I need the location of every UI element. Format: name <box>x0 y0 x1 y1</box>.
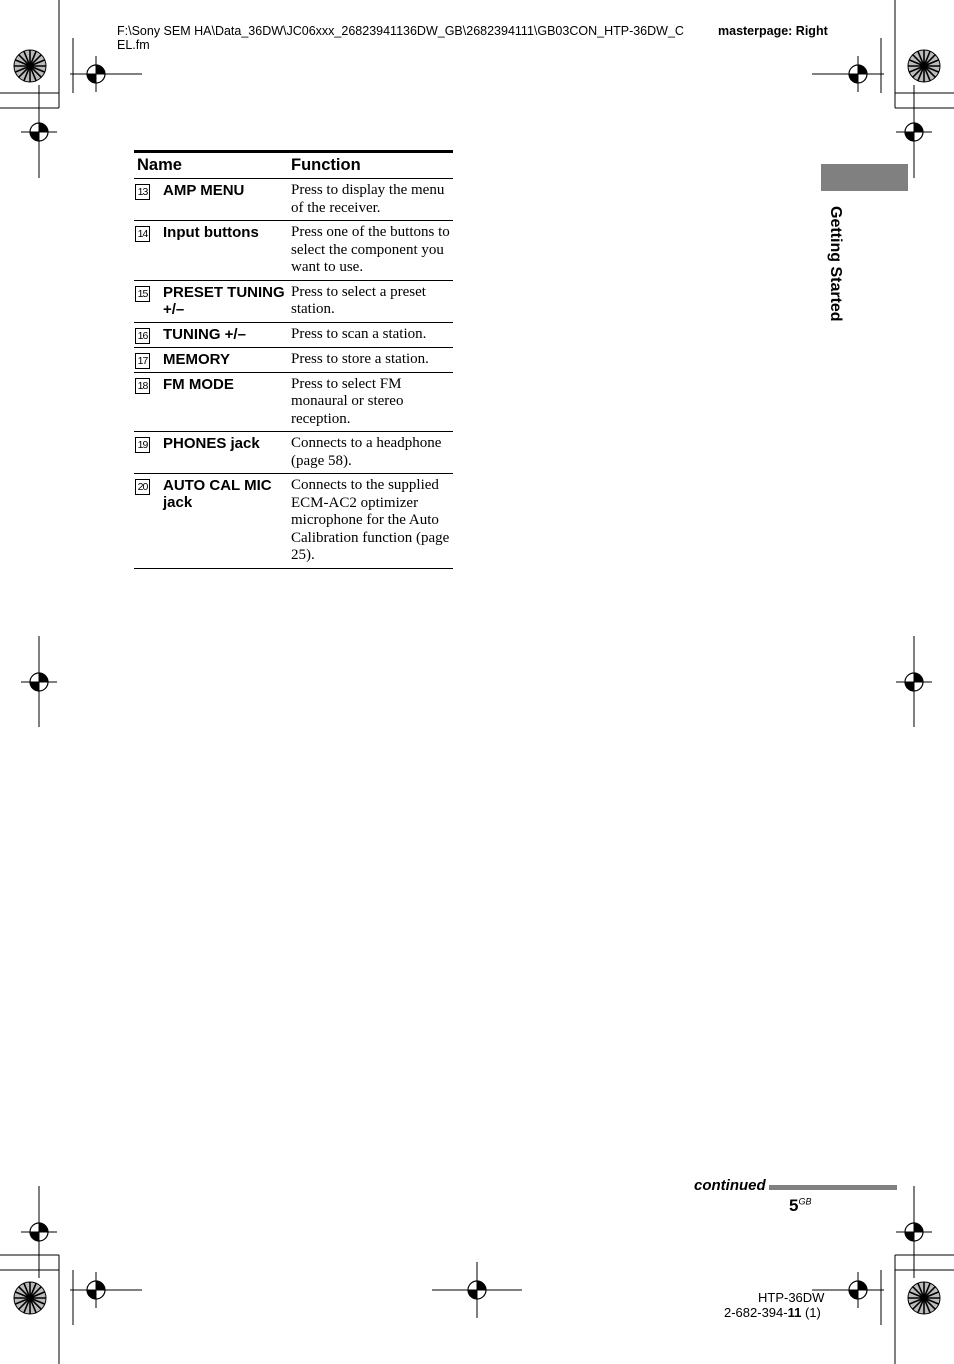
row-name: AUTO CAL MIC jack <box>163 474 290 569</box>
table-header-row <box>134 152 453 179</box>
row-function: Press to display the menu of the receiver. <box>290 179 453 221</box>
table-row <box>134 474 453 569</box>
row-function: Press to scan a station. <box>290 322 453 347</box>
part-number: 2-682-394-11 (1) <box>724 1305 821 1320</box>
page-number: $5^{GB}$ <box>789 1196 812 1215</box>
row-number: 20 <box>134 474 163 569</box>
row-number: 18 <box>134 372 163 432</box>
row-name: TUNING +/– <box>163 322 290 347</box>
table-row <box>134 179 453 221</box>
row-number: 15 <box>134 280 163 322</box>
continued-label: continued <box>694 1177 766 1194</box>
row-name: MEMORY <box>163 347 290 372</box>
column-header-name: Name <box>134 152 290 179</box>
row-function: Press to store a station. <box>290 347 453 372</box>
table-row <box>134 280 453 322</box>
continued-bar <box>769 1185 897 1190</box>
row-name: AMP MENU <box>163 179 290 221</box>
function-table <box>134 150 453 569</box>
row-number: 13 <box>134 179 163 221</box>
row-name: Input buttons <box>163 221 290 281</box>
file-path: F:\Sony SEM HA\Data_36DW\JC06xxx_26823941136DW_GB\2682394111\GB03CON_HTP-36DW_CEL.fm <box>117 24 684 52</box>
row-number: 14 <box>134 221 163 281</box>
row-function: Connects to the supplied ECM-AC2 optimizer microphone for the Auto Calibration function (page 25). <box>290 474 453 569</box>
row-name: PHONES jack <box>163 432 290 474</box>
table-row <box>134 372 453 432</box>
table-row <box>134 432 453 474</box>
table-row <box>134 322 453 347</box>
row-number: 17 <box>134 347 163 372</box>
row-function: Press to select a preset station. <box>290 280 453 322</box>
row-number: 16 <box>134 322 163 347</box>
row-name: PRESET TUNING +/– <box>163 280 290 322</box>
row-function: Press one of the buttons to select the component you want to use. <box>290 221 453 281</box>
row-number: 19 <box>134 432 163 474</box>
section-label: Getting Started <box>827 206 844 322</box>
masterpage-label: masterpage: Right <box>718 24 828 38</box>
model-number: HTP-36DW <box>758 1290 825 1305</box>
section-tab-marker <box>821 164 908 191</box>
table-row <box>134 221 453 281</box>
row-name: FM MODE <box>163 372 290 432</box>
table-row <box>134 347 453 372</box>
column-header-function: Function <box>290 152 453 179</box>
row-function: Press to select FM monaural or stereo reception. <box>290 372 453 432</box>
row-function: Connects to a headphone (page 58). <box>290 432 453 474</box>
